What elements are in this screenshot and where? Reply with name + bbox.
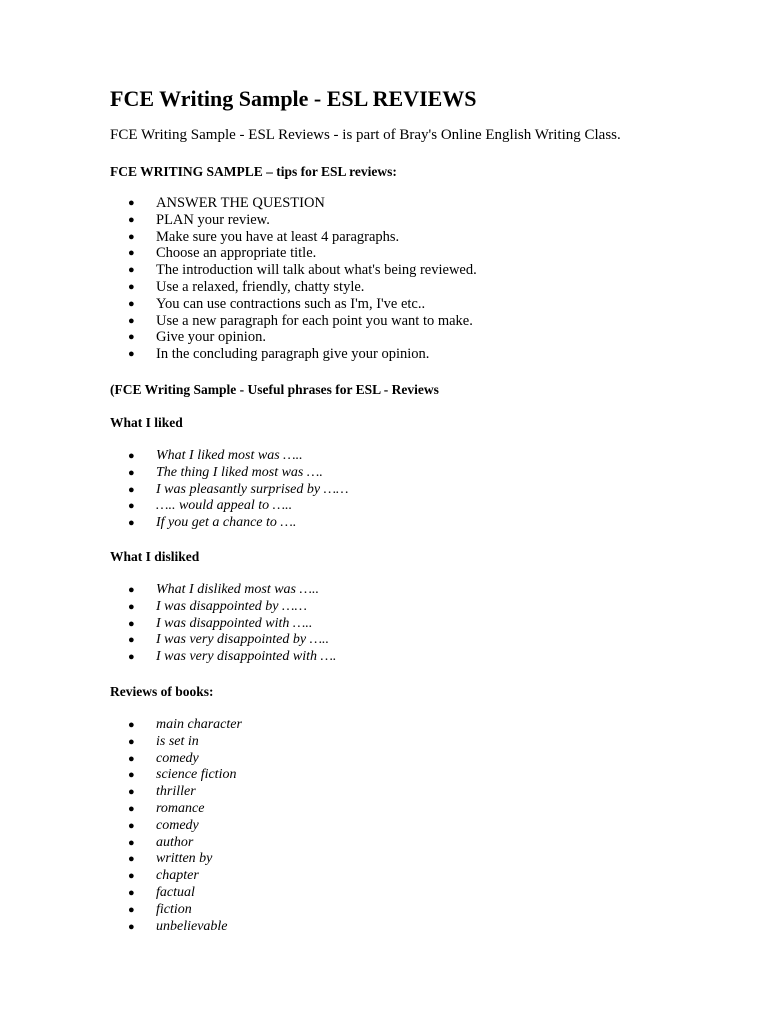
section-heading-what-i-disliked: What I disliked (110, 549, 200, 564)
bullet-icon: ● (128, 836, 135, 849)
bullet-icon: ● (128, 450, 135, 462)
bullet-icon: ● (128, 297, 135, 310)
bullet-icon: ● (128, 802, 135, 815)
bullet-icon: ● (128, 735, 135, 748)
bullet-icon: ● (128, 786, 135, 799)
bullet-icon: ● (128, 247, 135, 260)
bullet-icon: ● (128, 230, 135, 243)
bullet-icon: ● (128, 213, 135, 226)
bullet-icon: ● (128, 483, 135, 496)
bullet-icon: ● (128, 280, 135, 293)
bullet-icon: ● (128, 617, 135, 630)
bullet-icon: ● (128, 466, 135, 479)
section-heading-tips: FCE WRITING SAMPLE – tips for ESL reviews: (110, 164, 397, 179)
bullet-icon: ● (128, 886, 135, 899)
bullet-icon: ● (128, 920, 135, 933)
intro-paragraph: FCE Writing Sample - ESL Reviews - is part of Bray's Online English Writing Class. (110, 127, 621, 143)
bullet-icon: ● (128, 197, 135, 209)
bullet-icon: ● (128, 348, 135, 361)
bullet-icon: ● (128, 331, 135, 344)
bullet-icon: ● (128, 853, 135, 866)
bullet-icon: ● (128, 600, 135, 613)
bullet-icon: ● (128, 651, 135, 664)
bullet-icon: ● (128, 769, 135, 782)
bullet-icon: ● (128, 870, 135, 883)
bullet-icon: ● (128, 719, 135, 731)
section-heading-reviews-of-books: Reviews of books: (110, 684, 214, 699)
document-title: FCE Writing Sample - ESL REVIEWS (110, 86, 477, 111)
bullet-icon: ● (128, 584, 135, 596)
document-page: FCE Writing Sample - ESL REVIEWS FCE Writing Sample - ESL Reviews - is part of Bray's Online English Writing Class. FCE WRITING SAMPLE – tips for ESL reviews: ● ANSWER THE QUESTION ● PLAN your review. ● Make sure you have at least 4 paragraphs. ● Choose an appropriate title. ● The introduction will talk about what's being reviewed. ● Use a relaxed, friendly, chatty style. ● You can use contractions such as I'm, I've etc.. ● Use a new paragraph for each point you want to make. ● Give your opinion. ● In the concluding paragraph give your opinion. (FCE Writing Sample - Useful phrases for ESL - Reviews What I liked ● What I liked most was ….. ● The thing I liked most was …. ● I was pleasantly surprised by …… ● ….. would appeal to ….. ● If you get a chance to …. What I disliked ● What I disliked most was ….. ● I was disappointed by …… ● I was disappointed with ….. ● I was very disappointed by ….. ● I was very disappointed with …. Reviews of books: ● main character ● is set in ● comedy ● science fiction ● thriller ● romance ● comedy ● author ● written by ● chapter ● factual ● fiction ● unbelievable (110, 86, 621, 934)
bullet-icon: ● (128, 903, 135, 916)
bullet-icon: ● (128, 500, 135, 513)
bullet-icon: ● (128, 752, 135, 765)
bullet-icon: ● (128, 819, 135, 832)
bullet-icon: ● (128, 517, 135, 530)
bullet-icon: ● (128, 264, 135, 277)
section-heading-what-i-liked: What I liked (110, 415, 183, 430)
section-heading-useful-phrases: (FCE Writing Sample - Useful phrases for ESL - Reviews (110, 382, 439, 397)
bullet-icon: ● (128, 634, 135, 647)
bullet-icon: ● (128, 314, 135, 327)
